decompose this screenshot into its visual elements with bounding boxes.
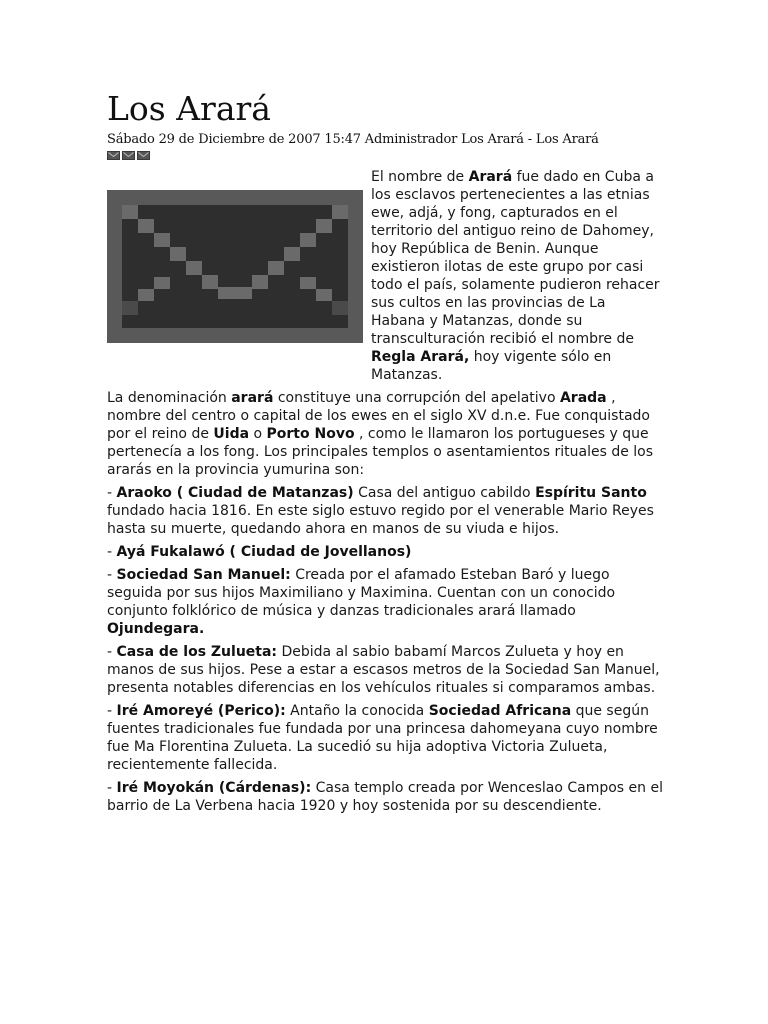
- bold-text: Iré Amoreyé (Perico):: [116, 703, 286, 719]
- bold-text: Iré Moyokán (Cárdenas):: [116, 780, 312, 796]
- paragraph: [107, 643, 663, 697]
- bold-text: Espíritu Santo: [535, 485, 647, 501]
- article-meta: Sábado 29 de Diciembre de 2007 15:47 Administrador Los Arará - Los Arará: [107, 132, 599, 147]
- bold-text: Ayá Fukalawó ( Ciudad de Jovellanos): [116, 544, 412, 560]
- article-icons: [107, 151, 663, 161]
- bold-text: Regla Arará,: [371, 349, 470, 365]
- paragraph: [107, 484, 663, 538]
- bold-text: arará: [231, 390, 274, 406]
- bold-text: Casa de los Zulueta:: [116, 644, 278, 660]
- bold-text: Ojundegara.: [107, 621, 205, 637]
- text-run: -: [107, 567, 117, 583]
- article-body: [107, 168, 663, 820]
- text-run: fundado hacia 1816. En este siglo estuvo regido por el venerable Mario Reyes hasta su muerte, quedando ahora en manos de su viuda e hijos.: [107, 503, 654, 537]
- envelope-icon[interactable]: [107, 151, 120, 160]
- text-run: -: [107, 644, 117, 660]
- text-run: Creada por el afamado Esteban Baró y luego seguida por sus hijos Maximiliano y Maximina. Cuentan con un conocido conjunto folklórico de música y danzas tradicionales arará llamado: [107, 567, 616, 619]
- text-run: -: [107, 780, 117, 796]
- text-run: Casa del antiguo cabildo: [353, 485, 536, 501]
- text-run: Casa templo creada por Wenceslao Campos en el barrio de La Verbena hacia 1920 y hoy sostenida por su descendiente.: [107, 780, 663, 814]
- text-run: , nombre del centro o capital de los ewes en el siglo XV d.n.e. Fue conquistado por el reino de: [107, 390, 650, 442]
- text-run: Antaño la conocida: [285, 703, 429, 719]
- text-run: La denominación: [107, 390, 232, 406]
- text-run: -: [107, 703, 117, 719]
- paragraph: [107, 779, 663, 815]
- bold-text: Sociedad Africana: [428, 703, 572, 719]
- text-run: El nombre de: [371, 169, 469, 185]
- article: [107, 88, 663, 820]
- text-run: hoy vigente sólo en Matanzas.: [371, 349, 612, 383]
- text-run: , como le llamaron los portugueses y que pertenecía a los fong. Los principales templos o asentamientos rituales de los ararás en la provincia yumurina son:: [107, 426, 654, 478]
- text-run: que según fuentes tradicionales fue fundada por una princesa dahomeyana cuyo nombre fue Ma Florentina Zulueta. La sucedió su hija adoptiva Victoria Zulueta, recientemente fallecida.: [107, 703, 658, 773]
- bold-text: Arará: [468, 169, 513, 185]
- paragraph: [107, 543, 663, 561]
- envelope-icon[interactable]: [122, 151, 135, 160]
- bold-text: Uida: [213, 426, 250, 442]
- paragraph: [107, 702, 663, 774]
- article-title: Los Arará: [107, 89, 271, 128]
- bold-text: Porto Novo: [266, 426, 355, 442]
- paragraph: [107, 389, 663, 479]
- bold-text: Araoko ( Ciudad de Matanzas): [116, 485, 354, 501]
- paragraph: [107, 566, 663, 638]
- text-run: Debida al sabio babamí Marcos Zulueta y hoy en manos de sus hijos. Pese a estar a escasos metros de la Sociedad San Manuel, presenta notables diferencias en los vehículos rituales si comparamos ambas.: [107, 644, 660, 696]
- text-run: -: [107, 544, 117, 560]
- text-run: constituye una corrupción del apelativo: [273, 390, 560, 406]
- bold-text: Sociedad San Manuel:: [116, 567, 291, 583]
- envelope-icon: [107, 190, 363, 343]
- envelope-icon[interactable]: [137, 151, 150, 160]
- text-run: o: [249, 426, 267, 442]
- text-run: -: [107, 485, 117, 501]
- bold-text: Arada: [559, 390, 607, 406]
- text-run: fue dado en Cuba a los esclavos pertenecientes a las etnias ewe, adjá, y fong, capturados en el territorio del antiguo reino de Dahomey, hoy República de Benin. Aunque existieron ilotas de este grupo por casi todo el país, solamente pudieron rehacer sus cultos en las provincias de La Habana y Matanzas, donde su transculturación recibió el nombre de: [371, 169, 660, 347]
